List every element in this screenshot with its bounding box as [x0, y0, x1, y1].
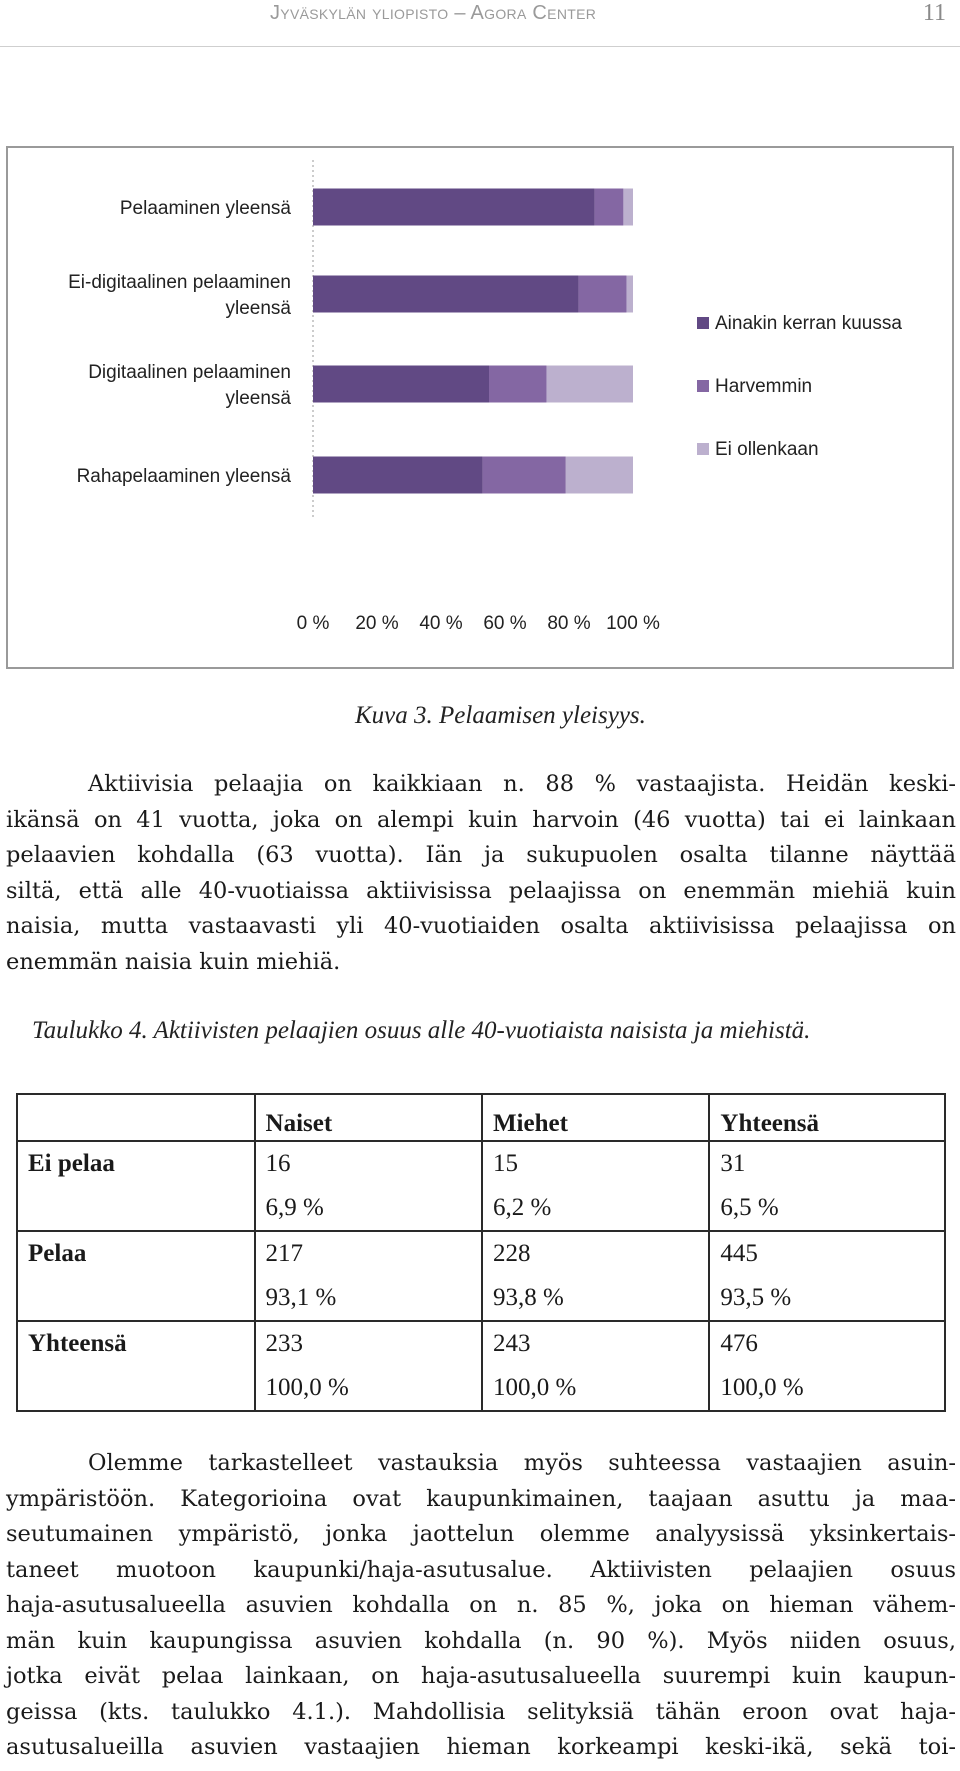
category-label: Ei-digitaalinen pelaaminen yleensä: [68, 272, 291, 319]
x-tick-label: 20 %: [355, 613, 399, 634]
paragraph-line: seutumainen ympäristö, jonka jaottelun olemme analyysissä yksinkertais-: [6, 1521, 956, 1547]
row-label-yhteensa: Yhteensä: [17, 1321, 255, 1411]
legend-swatch: [697, 443, 709, 455]
legend-swatch: [697, 317, 709, 329]
table-cell: 15 6,2 %: [482, 1141, 709, 1231]
paragraph-line: män kuin kaupungissa asuvien kohdalla (n. 90 %). Myös niiden osuus,: [6, 1627, 956, 1654]
paragraph-line: jotka eivät pelaa lainkaan, on haja-asutusalueella suurempi kuin kaupun-: [6, 1663, 956, 1689]
x-tick-label: 0 %: [296, 613, 330, 634]
x-tick-label: 40 %: [419, 613, 463, 634]
table-header-row: [17, 1094, 945, 1141]
category-label: Rahapelaaminen yleensä: [76, 466, 291, 487]
paragraph-line: Aktiivisia pelaajia on kaikkiaan n. 88 % vastaajista. Heidän keski-: [88, 771, 956, 797]
table-cell: 476 100,0 %: [709, 1321, 945, 1411]
figure-caption: Kuva 3. Pelaamisen yleisyys.: [355, 702, 646, 729]
table-row: [17, 1321, 945, 1411]
bar-segment: [595, 189, 624, 226]
paragraph-line: pelaavien kohdalla (63 vuotta). Iän ja sukupuolen osalta tilanne näyttää: [6, 842, 956, 868]
bar-segment: [313, 276, 579, 313]
table-cell: 445 93,5 %: [709, 1231, 945, 1321]
legend-label: Harvemmin: [715, 376, 813, 397]
legend-swatch: [697, 380, 709, 392]
bar-segment: [489, 366, 547, 403]
table-cell: 228 93,8 %: [482, 1231, 709, 1321]
paragraph-active-players: [6, 767, 956, 980]
table-caption: Taulukko 4. Aktiivisten pelaajien osuus alle 40-vuotiaista naisista ja miehistä.: [32, 1017, 811, 1044]
category-label: Digitaalinen pelaaminen yleensä: [88, 362, 291, 409]
paragraph-line: enemmän naisia kuin miehiä.: [6, 948, 341, 975]
paragraph-line: taneet muotoon kaupunki/haja-asutusalue. Aktiivisten pelaajien osuus: [6, 1556, 956, 1583]
page-number: 11: [922, 0, 946, 26]
legend-label: Ei ollenkaan: [715, 439, 819, 460]
table-header-yhteensa: Yhteensä: [709, 1094, 945, 1141]
legend-label: Ainakin kerran kuussa: [715, 313, 902, 334]
table-cell: 243 100,0 %: [482, 1321, 709, 1411]
category-label: Pelaaminen yleensä: [119, 198, 291, 219]
row-label-ei-pelaa: Ei pelaa: [17, 1141, 255, 1231]
paragraph-line: Olemme tarkastelleet vastauksia myös suhteessa vastaajien asuin-: [88, 1450, 956, 1476]
table-row: [17, 1231, 945, 1321]
table-header-miehet: Miehet: [482, 1094, 709, 1141]
bar-segment: [313, 189, 595, 226]
table-cell: 217 93,1 %: [255, 1231, 482, 1321]
paragraph-line: siltä, että alle 40-vuotiaissa aktiivisissa pelaajissa on enemmän miehiä kuin: [6, 877, 956, 904]
stacked-bar-chart: [8, 148, 952, 667]
players-table: [16, 1093, 946, 1412]
paragraph-line: naisia, mutta vastaavasti yli 40-vuotiaiden osalta aktiivisissa pelaajissa on: [6, 913, 956, 939]
bar-segment: [579, 276, 627, 313]
bar-segment: [566, 457, 633, 494]
x-tick-label: 60 %: [483, 613, 527, 634]
table-cell: 233 100,0 %: [255, 1321, 482, 1411]
running-header-title: Jyväskylän yliopisto – Agora Center: [270, 2, 597, 24]
bar-segment: [627, 276, 633, 313]
bar-segment: [313, 366, 489, 403]
table-cell: 16 6,9 %: [255, 1141, 482, 1231]
table-row: [17, 1141, 945, 1231]
paragraph-line: geissa (kts. taulukko 4.1.). Mahdollisia selityksiä tähän eroon ovat haja-: [6, 1698, 956, 1725]
x-tick-label: 100 %: [606, 613, 660, 634]
bar-segment: [547, 366, 633, 403]
bar-segment: [483, 457, 566, 494]
bar-segment: [623, 189, 633, 226]
paragraph-living-environment: [6, 1446, 956, 1766]
paragraph-line: ikänsä on 41 vuotta, joka on alempi kuin harvoin (46 vuotta) tai ei lainkaan: [6, 806, 956, 833]
row-label-pelaa: Pelaa: [17, 1231, 255, 1321]
paragraph-line: haja-asutusalueella asuvien kohdalla on n. 85 %, joka on hieman vähem-: [6, 1592, 956, 1618]
table-cell: 31 6,5 %: [709, 1141, 945, 1231]
x-tick-label: 80 %: [547, 613, 591, 634]
paragraph-line: asutusalueilla asuvien vastaajien hieman korkeampi keski-ikä, sekä toi-: [6, 1734, 956, 1760]
table-header-naiset: Naiset: [255, 1094, 482, 1141]
paragraph-line: ympäristöön. Kategorioina ovat kaupunkimainen, taajaan asuttu ja maa-: [6, 1485, 956, 1512]
bar-segment: [313, 457, 483, 494]
page-header: [0, 0, 960, 47]
table-header-empty: [17, 1094, 255, 1141]
chart-frame: [6, 146, 954, 669]
